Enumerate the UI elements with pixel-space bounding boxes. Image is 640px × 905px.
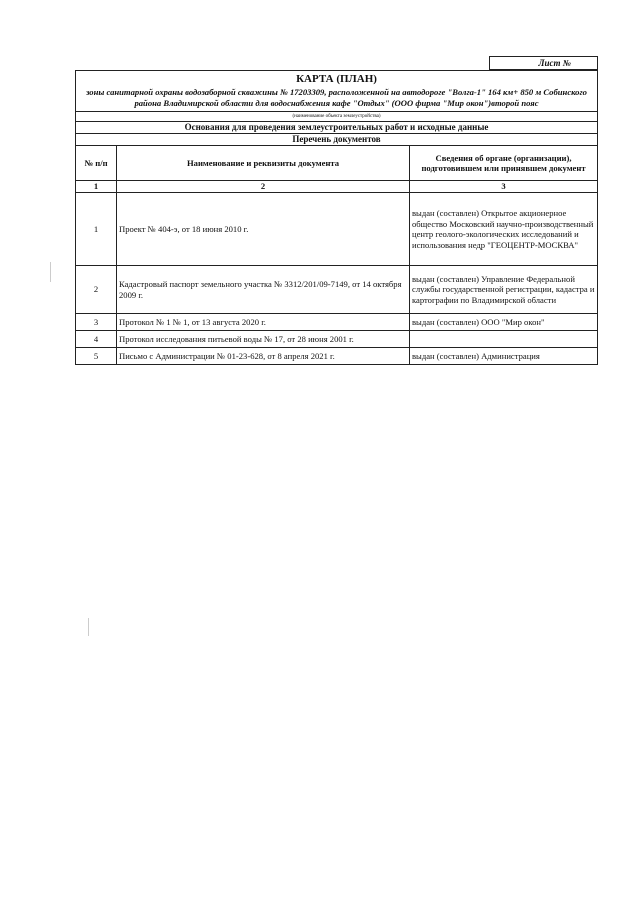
row-document-name: Протокол № 1 № 1, от 13 августа 2020 г. <box>117 314 410 331</box>
row-number: 2 <box>76 266 117 314</box>
table-row <box>76 331 597 348</box>
table-row <box>76 266 597 314</box>
row-document-name: Письмо с Администрации № 01-23-628, от 8 апреля 2021 г. <box>117 348 410 365</box>
row-number: 5 <box>76 348 117 365</box>
row-organization: выдан (составлен) ООО "Мир окон" <box>410 314 598 331</box>
row-organization <box>410 331 598 348</box>
document-title: КАРТА (ПЛАН) <box>296 73 377 85</box>
row-number: 3 <box>76 314 117 331</box>
row-organization: выдан (составлен) Управление Федеральной службы государственной регистрации, кадастра и картографии по Владимирской области <box>410 266 598 314</box>
column-number-3: 3 <box>410 181 598 193</box>
row-organization: выдан (составлен) Администрация <box>410 348 598 365</box>
row-document-name: Протокол исследования питьевой воды № 17, от 28 июня 2001 г. <box>117 331 410 348</box>
table-row <box>76 314 597 331</box>
scan-margin-mark <box>50 262 51 282</box>
title-block <box>76 71 597 112</box>
scan-margin-mark <box>88 618 89 636</box>
document-subtitle: зоны санитарной охраны водозаборной скважины № 17203309, расположенной на автодороге "Волга-1" 164 км+ 850 м Собинского района Владимирской области для водоснабжения кафе "Отдых" (ООО фирма "Мир окон")второй пояс <box>86 87 587 108</box>
row-document-name: Проект № 404-э, от 18 июня 2010 г. <box>117 193 410 266</box>
column-number-1: 1 <box>76 181 117 193</box>
sheet-number-label: Лист № <box>538 58 571 68</box>
table-header-row <box>76 146 597 181</box>
column-number-row <box>76 181 597 193</box>
object-caption-row <box>76 112 597 122</box>
sheet-number-box <box>489 56 598 70</box>
header-document-name: Наименование и реквизиты документа <box>117 146 410 181</box>
subsection-heading: Перечень документов <box>76 134 597 146</box>
row-document-name: Кадастровый паспорт земельного участка № 3312/201/09-7149, от 14 октября 2009 г. <box>117 266 410 314</box>
row-number: 4 <box>76 331 117 348</box>
table-row <box>76 348 597 365</box>
table-row <box>76 193 597 266</box>
documents-table <box>76 146 597 364</box>
column-number-2: 2 <box>117 181 410 193</box>
section-heading: Основания для проведения землеустроительных работ и исходные данные <box>76 122 597 134</box>
header-organization: Сведения об органе (организации), подготовившем или принявшем документ <box>410 146 598 181</box>
header-number: № п/п <box>76 146 117 181</box>
map-plan-document <box>75 70 598 365</box>
object-caption: (наименование объекта землеустройства) <box>292 114 381 119</box>
row-number: 1 <box>76 193 117 266</box>
row-organization: выдан (составлен) Открытое акционерное общество Московский научно-производственный центр геолого-экологических исследований и использования недр "ГЕОЦЕНТР-МОСКВА" <box>410 193 598 266</box>
